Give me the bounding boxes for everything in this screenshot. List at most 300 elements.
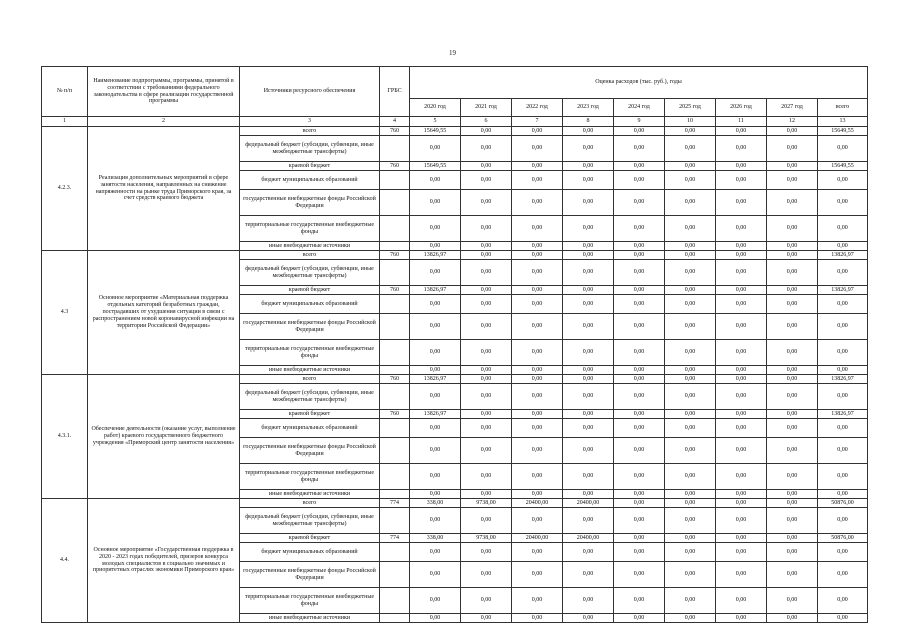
- grbs-cell: [380, 543, 410, 562]
- year-value-cell: 0,00: [410, 419, 461, 438]
- total-value-cell: 0,00: [818, 136, 868, 162]
- year-value-cell: 0,00: [563, 216, 614, 242]
- funding-source-cell: федеральный бюджет (субсидии, субвенции, иные межбюджетные трансферты): [240, 508, 380, 534]
- year-value-cell: 15649,55: [410, 162, 461, 171]
- year-value-cell: 0,00: [410, 190, 461, 216]
- year-value-cell: 13826,97: [410, 286, 461, 295]
- year-value-cell: 0,00: [563, 384, 614, 410]
- year-value-cell: 0,00: [461, 190, 512, 216]
- year-value-cell: 20400,00: [512, 534, 563, 543]
- year-value-cell: 0,00: [563, 260, 614, 286]
- header-col-source: Источники ресурсного обеспечения: [240, 67, 380, 117]
- year-value-cell: 0,00: [614, 136, 665, 162]
- year-value-cell: 0,00: [614, 366, 665, 375]
- year-value-cell: 0,00: [614, 384, 665, 410]
- year-value-cell: 13826,97: [410, 410, 461, 419]
- year-value-cell: 0,00: [410, 295, 461, 314]
- year-value-cell: 0,00: [665, 366, 716, 375]
- year-value-cell: 0,00: [767, 410, 818, 419]
- year-value-cell: 0,00: [767, 375, 818, 384]
- year-value-cell: 0,00: [512, 242, 563, 251]
- year-value-cell: 0,00: [614, 127, 665, 136]
- column-number-cell: 12: [767, 117, 818, 127]
- year-value-cell: 0,00: [716, 375, 767, 384]
- total-value-cell: 15649,55: [818, 127, 868, 136]
- year-value-cell: 0,00: [410, 490, 461, 499]
- year-value-cell: 0,00: [614, 242, 665, 251]
- year-value-cell: 0,00: [461, 543, 512, 562]
- year-value-cell: 15649,55: [410, 127, 461, 136]
- year-value-cell: 0,00: [512, 588, 563, 614]
- year-value-cell: 0,00: [563, 366, 614, 375]
- column-number-cell: 1: [42, 117, 88, 127]
- header-year-cell: 2027 год: [767, 99, 818, 117]
- year-value-cell: 0,00: [512, 314, 563, 340]
- grbs-cell: 760: [380, 162, 410, 171]
- grbs-cell: [380, 464, 410, 490]
- year-value-cell: 0,00: [767, 366, 818, 375]
- year-value-cell: 0,00: [716, 384, 767, 410]
- total-value-cell: 15649,55: [818, 162, 868, 171]
- total-value-cell: 0,00: [818, 419, 868, 438]
- column-number-cell: 2: [88, 117, 240, 127]
- year-value-cell: 20400,00: [563, 499, 614, 508]
- year-value-cell: 0,00: [716, 588, 767, 614]
- year-value-cell: 0,00: [767, 534, 818, 543]
- year-value-cell: 0,00: [461, 162, 512, 171]
- grbs-cell: [380, 384, 410, 410]
- year-value-cell: 0,00: [665, 508, 716, 534]
- funding-source-cell: территориальные государственные внебюджетные фонды: [240, 216, 380, 242]
- year-value-cell: 0,00: [665, 588, 716, 614]
- year-value-cell: 338,00: [410, 499, 461, 508]
- year-value-cell: 0,00: [563, 340, 614, 366]
- year-value-cell: 0,00: [665, 438, 716, 464]
- year-value-cell: 0,00: [563, 614, 614, 623]
- total-value-cell: 0,00: [818, 190, 868, 216]
- year-value-cell: 0,00: [410, 562, 461, 588]
- year-value-cell: 0,00: [563, 314, 614, 340]
- year-value-cell: 0,00: [716, 314, 767, 340]
- year-value-cell: 0,00: [716, 171, 767, 190]
- grbs-cell: [380, 260, 410, 286]
- year-value-cell: 0,00: [767, 499, 818, 508]
- year-value-cell: 0,00: [410, 366, 461, 375]
- page-number: 19: [449, 49, 456, 57]
- year-value-cell: 0,00: [767, 614, 818, 623]
- total-value-cell: 0,00: [818, 490, 868, 499]
- grbs-cell: [380, 340, 410, 366]
- year-value-cell: 0,00: [614, 251, 665, 260]
- year-value-cell: 0,00: [665, 127, 716, 136]
- year-value-cell: 0,00: [461, 242, 512, 251]
- funding-source-cell: иные внебюджетные источники: [240, 242, 380, 251]
- year-value-cell: 0,00: [767, 340, 818, 366]
- funding-source-cell: бюджет муниципальных образований: [240, 543, 380, 562]
- header-year-cell: 2021 год: [461, 99, 512, 117]
- year-value-cell: 0,00: [614, 534, 665, 543]
- item-name-cell: Реализация дополнительных мероприятий в сфере занятости населения, направленных на снижение напряженности на рынке труда Приморского края, за счет средств краевого бюджета: [88, 127, 240, 251]
- year-value-cell: 0,00: [767, 295, 818, 314]
- total-value-cell: 0,00: [818, 562, 868, 588]
- year-value-cell: 0,00: [665, 286, 716, 295]
- year-value-cell: 0,00: [563, 127, 614, 136]
- table-body: [42, 127, 868, 623]
- grbs-cell: [380, 438, 410, 464]
- year-value-cell: 0,00: [512, 438, 563, 464]
- column-number-cell: 9: [614, 117, 665, 127]
- year-value-cell: 20400,00: [563, 534, 614, 543]
- header-year-cell: всего: [818, 99, 868, 117]
- funding-source-cell: краевой бюджет: [240, 286, 380, 295]
- year-value-cell: 0,00: [767, 127, 818, 136]
- year-value-cell: 0,00: [461, 588, 512, 614]
- year-value-cell: 0,00: [461, 419, 512, 438]
- year-value-cell: 0,00: [512, 375, 563, 384]
- year-value-cell: 0,00: [461, 410, 512, 419]
- year-value-cell: 0,00: [563, 136, 614, 162]
- year-value-cell: 0,00: [716, 438, 767, 464]
- year-value-cell: 0,00: [614, 464, 665, 490]
- year-value-cell: 0,00: [767, 419, 818, 438]
- header-year-cell: 2025 год: [665, 99, 716, 117]
- grbs-cell: [380, 216, 410, 242]
- funding-source-cell: федеральный бюджет (субсидии, субвенции, иные межбюджетные трансферты): [240, 136, 380, 162]
- total-value-cell: 0,00: [818, 438, 868, 464]
- year-value-cell: 0,00: [716, 534, 767, 543]
- year-value-cell: 0,00: [410, 438, 461, 464]
- year-value-cell: 0,00: [614, 286, 665, 295]
- year-value-cell: 0,00: [665, 419, 716, 438]
- year-value-cell: 0,00: [614, 614, 665, 623]
- grbs-cell: 760: [380, 410, 410, 419]
- year-value-cell: 0,00: [716, 162, 767, 171]
- year-value-cell: 0,00: [716, 295, 767, 314]
- year-value-cell: 0,00: [563, 375, 614, 384]
- year-value-cell: 0,00: [512, 384, 563, 410]
- year-value-cell: 0,00: [512, 171, 563, 190]
- year-value-cell: 0,00: [767, 251, 818, 260]
- year-value-cell: 0,00: [665, 464, 716, 490]
- header-col-number: № п/п: [42, 67, 88, 117]
- year-value-cell: 338,00: [410, 534, 461, 543]
- item-code-cell: 4.3: [42, 251, 88, 375]
- column-number-cell: 11: [716, 117, 767, 127]
- year-value-cell: 0,00: [767, 136, 818, 162]
- year-value-cell: 0,00: [665, 216, 716, 242]
- total-value-cell: 0,00: [818, 260, 868, 286]
- grbs-cell: 760: [380, 375, 410, 384]
- total-value-cell: 0,00: [818, 216, 868, 242]
- grbs-cell: [380, 490, 410, 499]
- year-value-cell: 0,00: [512, 162, 563, 171]
- year-value-cell: 0,00: [461, 260, 512, 286]
- funding-source-cell: иные внебюджетные источники: [240, 366, 380, 375]
- year-value-cell: 0,00: [410, 260, 461, 286]
- year-value-cell: 0,00: [614, 543, 665, 562]
- year-value-cell: 0,00: [410, 588, 461, 614]
- year-value-cell: 0,00: [767, 314, 818, 340]
- year-value-cell: 0,00: [512, 562, 563, 588]
- funding-source-cell: государственные внебюджетные фонды Российской Федерации: [240, 190, 380, 216]
- year-value-cell: 20400,00: [512, 499, 563, 508]
- year-value-cell: 0,00: [665, 375, 716, 384]
- grbs-cell: [380, 295, 410, 314]
- funding-source-cell: иные внебюджетные источники: [240, 490, 380, 499]
- total-value-cell: 0,00: [818, 464, 868, 490]
- year-value-cell: 0,00: [410, 464, 461, 490]
- year-value-cell: 0,00: [461, 251, 512, 260]
- year-value-cell: 0,00: [665, 314, 716, 340]
- year-value-cell: 0,00: [716, 286, 767, 295]
- year-value-cell: 0,00: [563, 490, 614, 499]
- year-value-cell: 0,00: [461, 614, 512, 623]
- year-value-cell: 0,00: [410, 216, 461, 242]
- year-value-cell: 0,00: [512, 614, 563, 623]
- funding-source-cell: краевой бюджет: [240, 410, 380, 419]
- year-value-cell: 0,00: [410, 136, 461, 162]
- total-value-cell: 0,00: [818, 366, 868, 375]
- year-value-cell: 0,00: [716, 190, 767, 216]
- item-name-cell: Основное мероприятие «Государственная поддержка в 2020 - 2023 годах победителей, призеров конкурса молодых специалистов в социально значимых и приоритетных отраслях экономики Приморского края»: [88, 499, 240, 623]
- year-value-cell: 0,00: [767, 490, 818, 499]
- year-value-cell: 0,00: [614, 375, 665, 384]
- year-value-cell: 0,00: [767, 216, 818, 242]
- year-value-cell: 0,00: [716, 127, 767, 136]
- year-value-cell: 0,00: [665, 384, 716, 410]
- year-value-cell: 0,00: [512, 419, 563, 438]
- year-value-cell: 0,00: [767, 464, 818, 490]
- year-value-cell: 0,00: [716, 490, 767, 499]
- year-value-cell: 0,00: [665, 562, 716, 588]
- funding-source-cell: всего: [240, 251, 380, 260]
- year-value-cell: 0,00: [716, 419, 767, 438]
- year-value-cell: 0,00: [512, 366, 563, 375]
- grbs-cell: [380, 588, 410, 614]
- year-value-cell: 0,00: [512, 260, 563, 286]
- funding-source-cell: государственные внебюджетные фонды Российской Федерации: [240, 438, 380, 464]
- year-value-cell: 0,00: [614, 162, 665, 171]
- year-value-cell: 0,00: [716, 499, 767, 508]
- year-value-cell: 0,00: [563, 508, 614, 534]
- total-value-cell: 0,00: [818, 314, 868, 340]
- year-value-cell: 0,00: [665, 295, 716, 314]
- grbs-cell: [380, 614, 410, 623]
- year-value-cell: 0,00: [614, 260, 665, 286]
- total-value-cell: 0,00: [818, 384, 868, 410]
- year-value-cell: 0,00: [461, 286, 512, 295]
- year-value-cell: 0,00: [563, 190, 614, 216]
- grbs-cell: [380, 171, 410, 190]
- year-value-cell: 0,00: [563, 438, 614, 464]
- header-year-cell: 2022 год: [512, 99, 563, 117]
- year-value-cell: 0,00: [614, 190, 665, 216]
- year-value-cell: 0,00: [614, 216, 665, 242]
- year-value-cell: 0,00: [716, 614, 767, 623]
- year-value-cell: 0,00: [665, 260, 716, 286]
- total-value-cell: 13826,97: [818, 375, 868, 384]
- year-value-cell: 0,00: [767, 508, 818, 534]
- year-value-cell: 0,00: [665, 410, 716, 419]
- year-value-cell: 0,00: [716, 136, 767, 162]
- year-value-cell: 0,00: [665, 171, 716, 190]
- year-value-cell: 0,00: [461, 314, 512, 340]
- year-value-cell: 0,00: [410, 314, 461, 340]
- year-value-cell: 0,00: [410, 384, 461, 410]
- year-value-cell: 0,00: [512, 490, 563, 499]
- year-value-cell: 0,00: [512, 295, 563, 314]
- header-col-grbs: ГРБС: [380, 67, 410, 117]
- funding-source-cell: бюджет муниципальных образований: [240, 419, 380, 438]
- year-value-cell: 0,00: [767, 286, 818, 295]
- funding-source-cell: краевой бюджет: [240, 534, 380, 543]
- header-col-estimate: Оценка расходов (тыс. руб.), годы: [410, 67, 868, 99]
- year-value-cell: 0,00: [461, 375, 512, 384]
- item-code-cell: 4.3.1.: [42, 375, 88, 499]
- year-value-cell: 0,00: [716, 543, 767, 562]
- column-number-cell: 10: [665, 117, 716, 127]
- funding-source-cell: всего: [240, 499, 380, 508]
- grbs-cell: [380, 562, 410, 588]
- year-value-cell: 0,00: [614, 340, 665, 366]
- grbs-cell: 760: [380, 127, 410, 136]
- year-value-cell: 0,00: [410, 543, 461, 562]
- year-value-cell: 0,00: [665, 242, 716, 251]
- year-value-cell: 0,00: [461, 171, 512, 190]
- year-value-cell: 0,00: [716, 508, 767, 534]
- grbs-cell: 760: [380, 286, 410, 295]
- total-value-cell: 13826,97: [818, 286, 868, 295]
- item-code-cell: 4.2.3.: [42, 127, 88, 251]
- funding-source-cell: территориальные государственные внебюджетные фонды: [240, 340, 380, 366]
- year-value-cell: 0,00: [512, 216, 563, 242]
- year-value-cell: 0,00: [767, 588, 818, 614]
- year-value-cell: 0,00: [614, 438, 665, 464]
- year-value-cell: 0,00: [767, 190, 818, 216]
- column-number-cell: 8: [563, 117, 614, 127]
- year-value-cell: 0,00: [665, 543, 716, 562]
- year-value-cell: 0,00: [614, 295, 665, 314]
- header-year-cell: 2020 год: [410, 99, 461, 117]
- funding-source-cell: бюджет муниципальных образований: [240, 171, 380, 190]
- year-value-cell: 0,00: [461, 562, 512, 588]
- total-value-cell: 0,00: [818, 295, 868, 314]
- item-name-cell: Основное мероприятие «Материальная поддержка отдельных категорий безработных граждан, пострадавших от ухудшения ситуации в связи с распространением новой коронавирусной инфекции на территории Российской Федерации»: [88, 251, 240, 375]
- item-name-cell: Обеспечение деятельности (оказание услуг, выполнение работ) краевого государственного бюджетного учреждения «Приморский центр занятости населения»: [88, 375, 240, 499]
- grbs-cell: [380, 314, 410, 340]
- year-value-cell: 0,00: [716, 242, 767, 251]
- header-year-cell: 2024 год: [614, 99, 665, 117]
- year-value-cell: 0,00: [716, 260, 767, 286]
- column-number-cell: 4: [380, 117, 410, 127]
- year-value-cell: 0,00: [614, 490, 665, 499]
- total-value-cell: 0,00: [818, 340, 868, 366]
- total-value-cell: 50876,00: [818, 534, 868, 543]
- year-value-cell: 0,00: [716, 410, 767, 419]
- year-value-cell: 0,00: [410, 614, 461, 623]
- year-value-cell: 0,00: [665, 490, 716, 499]
- year-value-cell: 0,00: [767, 438, 818, 464]
- year-value-cell: 0,00: [512, 543, 563, 562]
- year-value-cell: 0,00: [512, 340, 563, 366]
- year-value-cell: 0,00: [563, 242, 614, 251]
- year-value-cell: 13826,97: [410, 375, 461, 384]
- table-row: [42, 499, 868, 508]
- total-value-cell: 13826,97: [818, 251, 868, 260]
- year-value-cell: 0,00: [563, 419, 614, 438]
- year-value-cell: 0,00: [716, 251, 767, 260]
- grbs-cell: [380, 419, 410, 438]
- column-number-cell: 13: [818, 117, 868, 127]
- year-value-cell: 0,00: [614, 508, 665, 534]
- year-value-cell: 0,00: [563, 171, 614, 190]
- total-value-cell: 13826,97: [818, 410, 868, 419]
- year-value-cell: 0,00: [512, 136, 563, 162]
- year-value-cell: 0,00: [410, 242, 461, 251]
- total-value-cell: 0,00: [818, 543, 868, 562]
- year-value-cell: 0,00: [461, 464, 512, 490]
- grbs-cell: 774: [380, 499, 410, 508]
- total-value-cell: 0,00: [818, 171, 868, 190]
- year-value-cell: 0,00: [410, 171, 461, 190]
- year-value-cell: 0,00: [614, 314, 665, 340]
- year-value-cell: 0,00: [665, 534, 716, 543]
- year-value-cell: 0,00: [665, 499, 716, 508]
- year-value-cell: 0,00: [461, 508, 512, 534]
- year-value-cell: 0,00: [614, 410, 665, 419]
- total-value-cell: 50876,00: [818, 499, 868, 508]
- year-value-cell: 13826,97: [410, 251, 461, 260]
- year-value-cell: 0,00: [512, 286, 563, 295]
- year-value-cell: 0,00: [767, 260, 818, 286]
- year-value-cell: 0,00: [563, 162, 614, 171]
- header-year-cell: 2026 год: [716, 99, 767, 117]
- year-value-cell: 0,00: [461, 340, 512, 366]
- year-value-cell: 0,00: [614, 171, 665, 190]
- year-value-cell: 0,00: [716, 216, 767, 242]
- funding-source-cell: территориальные государственные внебюджетные фонды: [240, 464, 380, 490]
- grbs-cell: [380, 366, 410, 375]
- year-value-cell: 0,00: [665, 190, 716, 216]
- funding-source-cell: краевой бюджет: [240, 162, 380, 171]
- year-value-cell: 0,00: [767, 162, 818, 171]
- year-value-cell: 0,00: [716, 366, 767, 375]
- year-value-cell: 0,00: [665, 162, 716, 171]
- total-value-cell: 0,00: [818, 508, 868, 534]
- year-value-cell: 0,00: [665, 614, 716, 623]
- grbs-cell: 760: [380, 251, 410, 260]
- funding-source-cell: иные внебюджетные источники: [240, 614, 380, 623]
- funding-source-cell: бюджет муниципальных образований: [240, 295, 380, 314]
- column-number-cell: 3: [240, 117, 380, 127]
- grbs-cell: [380, 136, 410, 162]
- year-value-cell: 0,00: [461, 216, 512, 242]
- year-value-cell: 0,00: [563, 588, 614, 614]
- funding-source-cell: территориальные государственные внебюджетные фонды: [240, 588, 380, 614]
- total-value-cell: 0,00: [818, 614, 868, 623]
- year-value-cell: 0,00: [767, 562, 818, 588]
- funding-source-cell: всего: [240, 375, 380, 384]
- year-value-cell: 0,00: [512, 251, 563, 260]
- item-code-cell: 4.4.: [42, 499, 88, 623]
- table-row: [42, 375, 868, 384]
- grbs-cell: [380, 242, 410, 251]
- year-value-cell: 0,00: [512, 508, 563, 534]
- table-header: [42, 67, 868, 127]
- year-value-cell: 0,00: [410, 508, 461, 534]
- funding-source-cell: всего: [240, 127, 380, 136]
- year-value-cell: 0,00: [716, 464, 767, 490]
